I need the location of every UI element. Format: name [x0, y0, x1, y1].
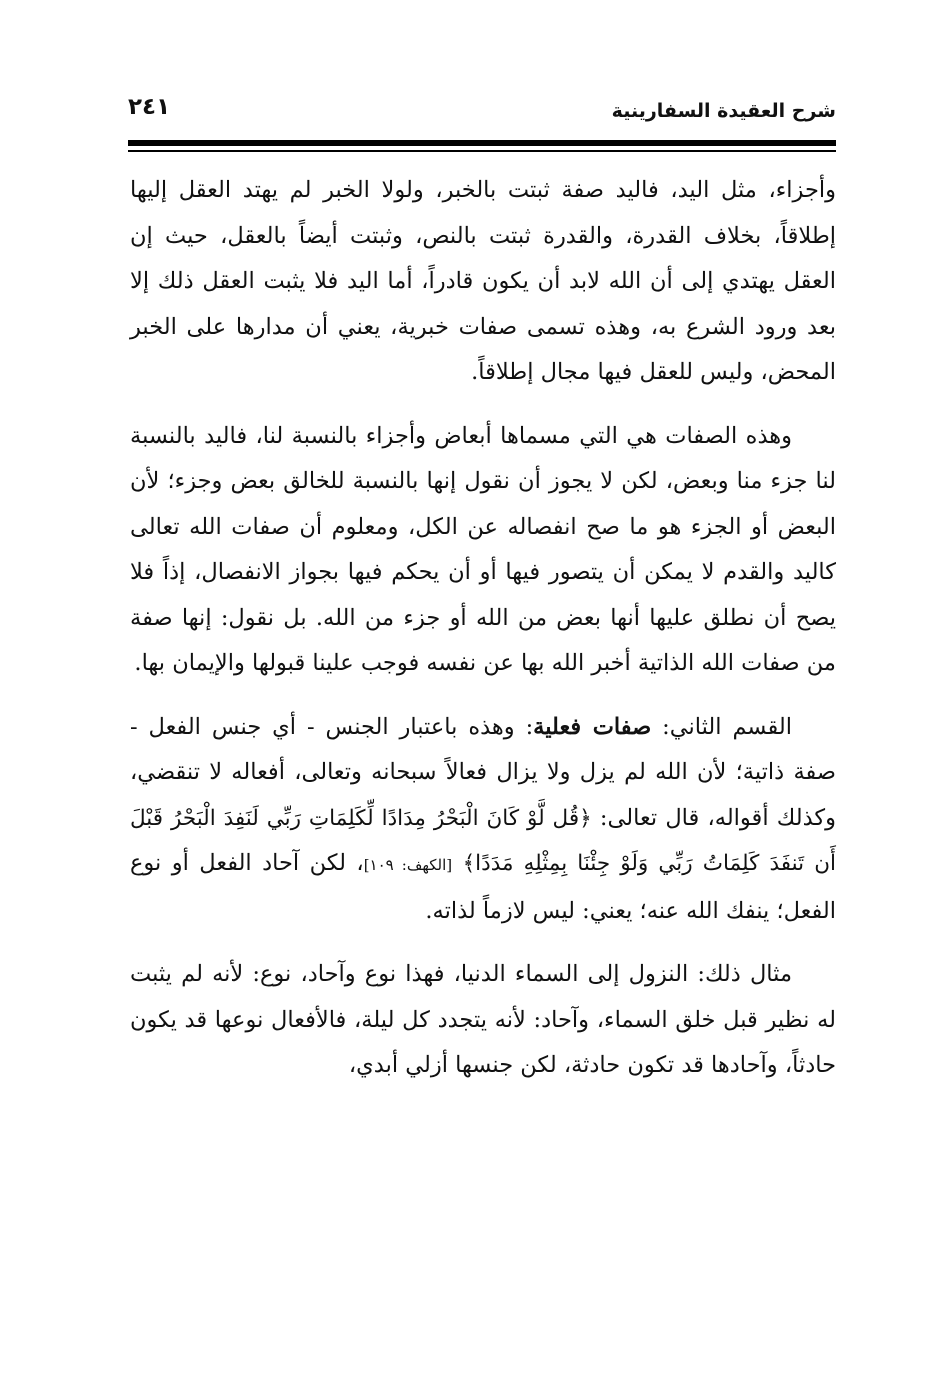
- paragraph-3-text-after: ، لكن آحاد الفعل أو نوع الفعل؛ ينفك الله عنه؛ يعني: ليس لازماً لذاته.: [130, 850, 836, 924]
- body-text: [130, 168, 836, 1089]
- running-title: شرح العقيدة السفارينية: [611, 100, 836, 122]
- paragraph-4: مثال ذلك: النزول إلى السماء الدنيا، فهذا نوع وآحاد، نوع: لأنه لم يثبت له نظير قبل خلق السماء، وآحاد: لأنه يتجدد كل ليلة، فالأفعال نوعها قد يكون حادثاً، وآحادها قد تكون حادثة، لكن جنسها أزلي أبدي،: [130, 961, 836, 1078]
- paragraph-1: وأجزاء، مثل اليد، فاليد صفة ثبتت بالخبر، ولولا الخبر لم يهتد العقل إليها إطلاقاً، بخلاف القدرة، والقدرة ثبتت بالنص، وثبتت أيضاً بالعقل، حيث إن العقل يهتدي إلى أن الله لابد أن يكون قادراً، أما اليد فلا يثبت العقل ذلك إلا بعد ورود الشرع به، وهذه تسمى صفات خبرية، يعني أن مدارها على الخبر المحض، وليس للعقل فيها مجال إطلاقاً.: [130, 177, 836, 385]
- paragraph-2: وهذه الصفات هي التي مسماها أبعاض وأجزاء بالنسبة لنا، فاليد بالنسبة لنا جزء منا وبعض، لكن لا يجوز أن نقول إنها بالنسبة للخالق بعض وجزء؛ لأن البعض أو الجزء هو ما صح انفصاله عن الكل، ومعلوم أن صفات الله تعالى كاليد والقدم لا يمكن أن يتصور فيها أو أن يحكم فيها بجواز الانفصال، إذاً فلا يصح أن نطلق عليها أنها بعض من الله أو جزء من الله. بل نقول: إنها صفة من صفات الله الذاتية أخبر الله بها عن نفسه فوجب علينا قبولها والإيمان بها.: [130, 422, 836, 676]
- verse-reference: [الكهف: ١٠٩]: [363, 856, 453, 874]
- quran-verse: ﴿قُل لَّوْ كَانَ الْبَحْرُ مِدَادًا لِّكَلِمَاتِ رَبِّي لَنَفِدَ الْبَحْرُ قَبْلَ أَن تَنفَدَ كَلِمَاتُ رَبِّي وَلَوْ جِئْنَا بِمِثْلِهِ مَدَدًا﴾: [130, 805, 836, 876]
- bold-term-fi3liya: صفات فعلية: [533, 713, 652, 740]
- paragraph-3-text: : وهذه باعتبار الجنس - أي جنس الفعل - صفة ذاتية؛ لأن الله لم يزل ولا يزال فعالاً سبحانه وتعالى، أفعاله لا تنقضي، وكذلك أقواله، قال تعالى:: [130, 713, 836, 831]
- running-header: [128, 92, 836, 132]
- page-number: ٢٤١: [128, 94, 171, 120]
- header-rule-thin: [128, 150, 836, 152]
- paragraph-3-lead: القسم الثاني:: [651, 713, 792, 740]
- paragraph-3: [130, 705, 836, 935]
- header-rule-thick: [128, 140, 836, 146]
